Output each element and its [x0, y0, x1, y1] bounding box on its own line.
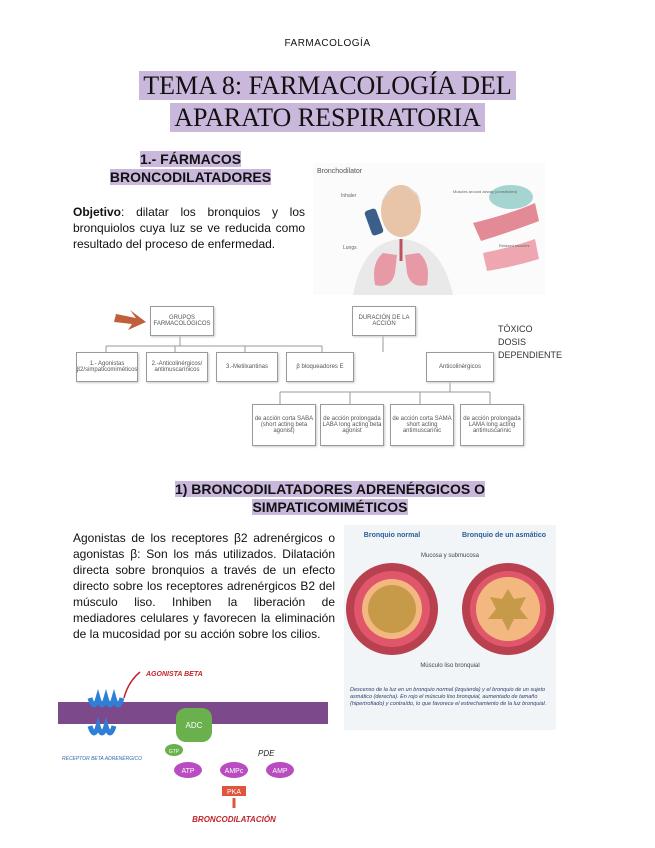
diagram-box-duration: DURACIÓN DE LA ACCIÓN — [352, 306, 416, 336]
toxic-dose-note — [498, 323, 562, 362]
diagram-box-groups: GRUPOS FARMACOLÓGICOS — [150, 306, 214, 336]
objective-text: : dilatar los bronquios y los bronquiolos cuya luz se ve reducida como resultado del proceso de enfermedad. — [73, 205, 305, 251]
atp-label: ATP — [181, 768, 195, 775]
asthmatic-bronchus-label: Bronquio de un asmático — [461, 532, 547, 539]
camp-label: AMPc — [224, 768, 244, 775]
smooth-muscle-label: Músculo liso bronquial — [420, 663, 480, 669]
diagram-box-lama: de acción prolongada LAMA long acting antimuscarinic — [460, 404, 524, 446]
page-header: FARMACOLOGÍA — [284, 38, 371, 49]
receptor-label: RECEPTOR BETA ADRENÉRGICO — [62, 756, 143, 762]
section-2-line-1: 1) BRONCODILATADORES ADRENÉRGICOS O — [174, 481, 486, 497]
section-2-heading — [100, 480, 560, 516]
agonist-label: AGONISTA BETA — [146, 671, 203, 678]
gtp-label: GTP — [168, 749, 180, 755]
pde-label: PDE — [258, 749, 275, 758]
section-2-line-2: SIMPATICOMIMÉTICOS — [252, 499, 408, 515]
objective-label: Objetivo — [73, 205, 122, 219]
inhaler-label: Inhaler — [341, 193, 357, 199]
diagram-box-laba: de acción prolongada LABA long acting beta agonist — [320, 404, 384, 446]
title-line-1: TEMA 8: FARMACOLOGÍA DEL — [139, 71, 516, 100]
lungs-label: Lungs — [343, 245, 357, 251]
mucosa-label: Mucosa y submucosa — [420, 553, 480, 559]
title-line-2: APARATO RESPIRATORIA — [170, 103, 485, 132]
muscles-label: Muscles around airway (constricted) — [453, 189, 518, 194]
side-note-line-3: DEPENDIENTE — [498, 350, 563, 360]
classification-diagram — [70, 300, 530, 448]
diagram-box-anticholinergics: Anticolinérgicos — [426, 352, 494, 382]
diagram-box-anticholinergic: 2.-Anticolinérgicos/ antimuscarínicos — [146, 352, 208, 382]
asthma-caption: Descenso de la luz en un bronquio normal (izquierda) y el bronquio de un sujeto asmático (derecha). En rojo el músculo liso bronquial, aumentado de tamaño (hipertrofiado) y contraído, lo que favorece el estrechamiento de la luz bronquial. — [350, 687, 547, 707]
agonists-paragraph: Agonistas de los receptores β2 adrenérgicos o agonistas β: Son los más utilizados. Dilatación directa sobre bronquios a través de un efecto directo sobre los receptores adrenérgicos B2 del músculo liso. Inhiben la liberación de mediadores celulares y favorecen la eliminación de la mucosidad por su acción sobre los cilios. — [73, 531, 335, 641]
diagram-box-saba: de acción corta SABA (short acting beta agonist) — [252, 404, 316, 446]
diagram-box-sama: de acción corta SAMA short acting antimuscarinic — [390, 404, 454, 446]
bronchodilator-fig-title: Bronchodilator — [317, 168, 363, 175]
relaxed-label: Relaxed muscles — [499, 243, 530, 248]
normal-bronchus-label: Bronquio normal — [363, 532, 421, 539]
section-1-line-1: 1.- FÁRMACOS — [139, 151, 242, 167]
diagram-box-agonists: 1.- Agonistas β2/simpaticomiméticos — [76, 352, 138, 382]
asthma-bronchus-figure — [344, 525, 556, 730]
section-1-line-2: BRONCODILATADORES — [109, 169, 272, 185]
section-1-heading — [88, 150, 293, 186]
side-note-line-2: DOSIS — [498, 337, 527, 347]
bronchodilation-label: BRONCODILATACIÓN — [192, 815, 276, 824]
beta-agonist-mechanism — [58, 664, 328, 834]
diagram-box-beta-blockers: β bloqueadores E — [286, 352, 354, 382]
objective-paragraph — [73, 204, 305, 252]
amp-label: AMP — [272, 768, 288, 775]
diagram-box-methylxanthines: 3.-Metilxantinas — [216, 352, 278, 382]
bronchodilator-illustration — [313, 163, 545, 295]
page-title — [0, 70, 655, 134]
side-note-line-1: TÓXICO — [498, 324, 533, 334]
pka-label: PKA — [226, 789, 242, 796]
adc-label: ADC — [185, 721, 203, 730]
arrow-icon — [114, 310, 146, 330]
